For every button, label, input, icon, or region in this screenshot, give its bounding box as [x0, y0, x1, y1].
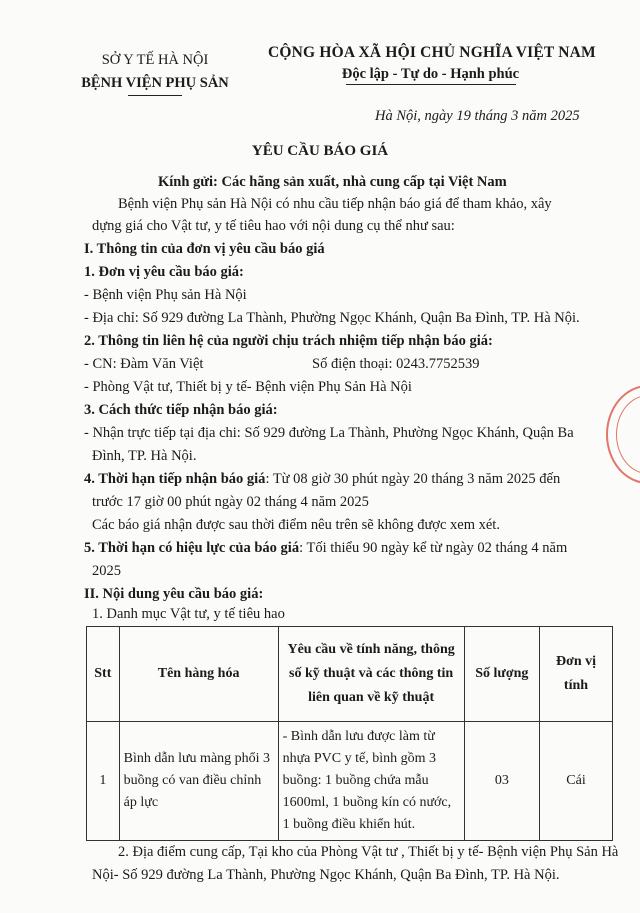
item-4-line-3: Các báo giá nhận được sau thời điểm nêu trên sẽ không được xem xét.: [92, 517, 500, 533]
col-spec-header: Yêu cầu về tính năng, thông số kỹ thuật và các thông tin liên quan về kỹ thuật: [278, 627, 464, 722]
item-5-line-2: 2025: [92, 563, 121, 579]
item-2-heading: 2. Thông tin liên hệ của người chịu trách nhiệm tiếp nhận báo giá:: [84, 333, 493, 349]
cell-qty: 03: [464, 722, 539, 841]
section-1-heading: I. Thông tin của đơn vị yêu cầu báo giá: [84, 241, 325, 257]
item-4-label: 4. Thời hạn tiếp nhận báo giá: [84, 471, 266, 487]
greeting: Kính gửi: Các hãng sản xuất, nhà cung cấp tại Việt Nam: [158, 174, 507, 190]
list-title: 1. Danh mục Vật tư, y tế tiêu hao: [92, 606, 285, 622]
col-stt-header: Stt: [87, 627, 120, 722]
item-3-line-2: Đình, TP. Hà Nội.: [92, 448, 197, 464]
footer-line-2: Nội- Số 929 đường La Thành, Phường Ngọc Khánh, Quận Ba Đình, TP. Hà Nội.: [92, 867, 560, 883]
org-underline: [128, 95, 182, 96]
nation-name: CỘNG HÒA XÃ HỘI CHỦ NGHĨA VIỆT NAM: [268, 44, 596, 61]
section-2-heading: II. Nội dung yêu cầu báo giá:: [84, 586, 264, 602]
document-title: YÊU CẦU BÁO GIÁ: [251, 143, 389, 159]
item-3-heading: 3. Cách thức tiếp nhận báo giá:: [84, 402, 278, 418]
item-3-line-1: - Nhận trực tiếp tại địa chi: Số 929 đường La Thành, Phường Ngọc Khánh, Quận Ba: [84, 425, 574, 441]
col-qty-header: Số lượng: [464, 627, 539, 722]
item-4-line-2: trước 17 giờ 00 phút ngày 02 tháng 4 năm 2025: [92, 494, 369, 510]
item-4-text: : Từ 08 giờ 30 phút ngày 20 tháng 3 năm 2025 đến: [265, 471, 561, 487]
item-1-heading: 1. Đơn vị yêu cầu báo giá:: [84, 264, 244, 280]
item-1-address: - Địa chỉ: Số 929 đường La Thành, Phường Ngọc Khánh, Quận Ba Đình, TP. Hà Nội.: [84, 310, 580, 326]
org-department: SỞ Y TẾ HÀ NỘI: [101, 52, 209, 68]
table-header-row: [87, 627, 613, 722]
document-date: Hà Nội, ngày 19 tháng 3 năm 2025: [375, 108, 580, 124]
national-header: [268, 44, 596, 85]
red-stamp: [606, 385, 640, 484]
items-table: [86, 626, 613, 841]
contact-person: - CN: Đàm Văn Việt: [84, 356, 204, 372]
cell-unit: Cái: [539, 722, 612, 841]
stamp-inner-ring: [616, 395, 640, 474]
national-motto: Độc lập - Tự do - Hạnh phúc: [341, 66, 520, 82]
item-1-line-1: - Bệnh viện Phụ sản Hà Nội: [84, 287, 247, 303]
item-4-line-1: [84, 471, 560, 488]
issuing-organization: [60, 52, 250, 96]
col-unit-header: Đơn vị tính: [539, 627, 612, 722]
intro-line-1: Bệnh viện Phụ sản Hà Nội có nhu cầu tiếp nhận báo giá để tham khảo, xây: [118, 196, 552, 212]
contact-phone: Số điện thoại: 0243.7752539: [312, 356, 480, 372]
col-name-header: Tên hàng hóa: [119, 627, 278, 722]
intro-line-2: dựng giá cho Vật tư, y tế tiêu hao với nội dung cụ thể như sau:: [92, 218, 455, 234]
contact-department: - Phòng Vật tư, Thiết bị y tế- Bệnh viện Phụ Sản Hà Nội: [84, 379, 412, 395]
cell-stt: 1: [87, 722, 120, 841]
org-hospital: BỆNH VIỆN PHỤ SẢN: [81, 75, 229, 91]
table-row: [87, 722, 613, 841]
item-5-line-1: [84, 540, 567, 557]
cell-spec: - Bình dẫn lưu được làm từ nhựa PVC y tế, bình gồm 3 buồng: 1 buồng chứa mẫu 1600ml, 1 buồng kín có nước, 1 buồng điều khiển hút.: [278, 722, 464, 841]
motto-underline: [346, 84, 516, 85]
footer-line-1: 2. Địa điểm cung cấp, Tại kho của Phòng Vật tư , Thiết bị y tế- Bệnh viện Phụ Sản Hà: [118, 844, 619, 860]
item-5-label: 5. Thời hạn có hiệu lực của báo giá: [84, 540, 300, 556]
item-5-text: : Tối thiểu 90 ngày kể từ ngày 02 tháng 4 năm: [299, 540, 568, 556]
cell-name: Bình dẫn lưu màng phổi 3 buồng có van điều chỉnh áp lực: [119, 722, 278, 841]
